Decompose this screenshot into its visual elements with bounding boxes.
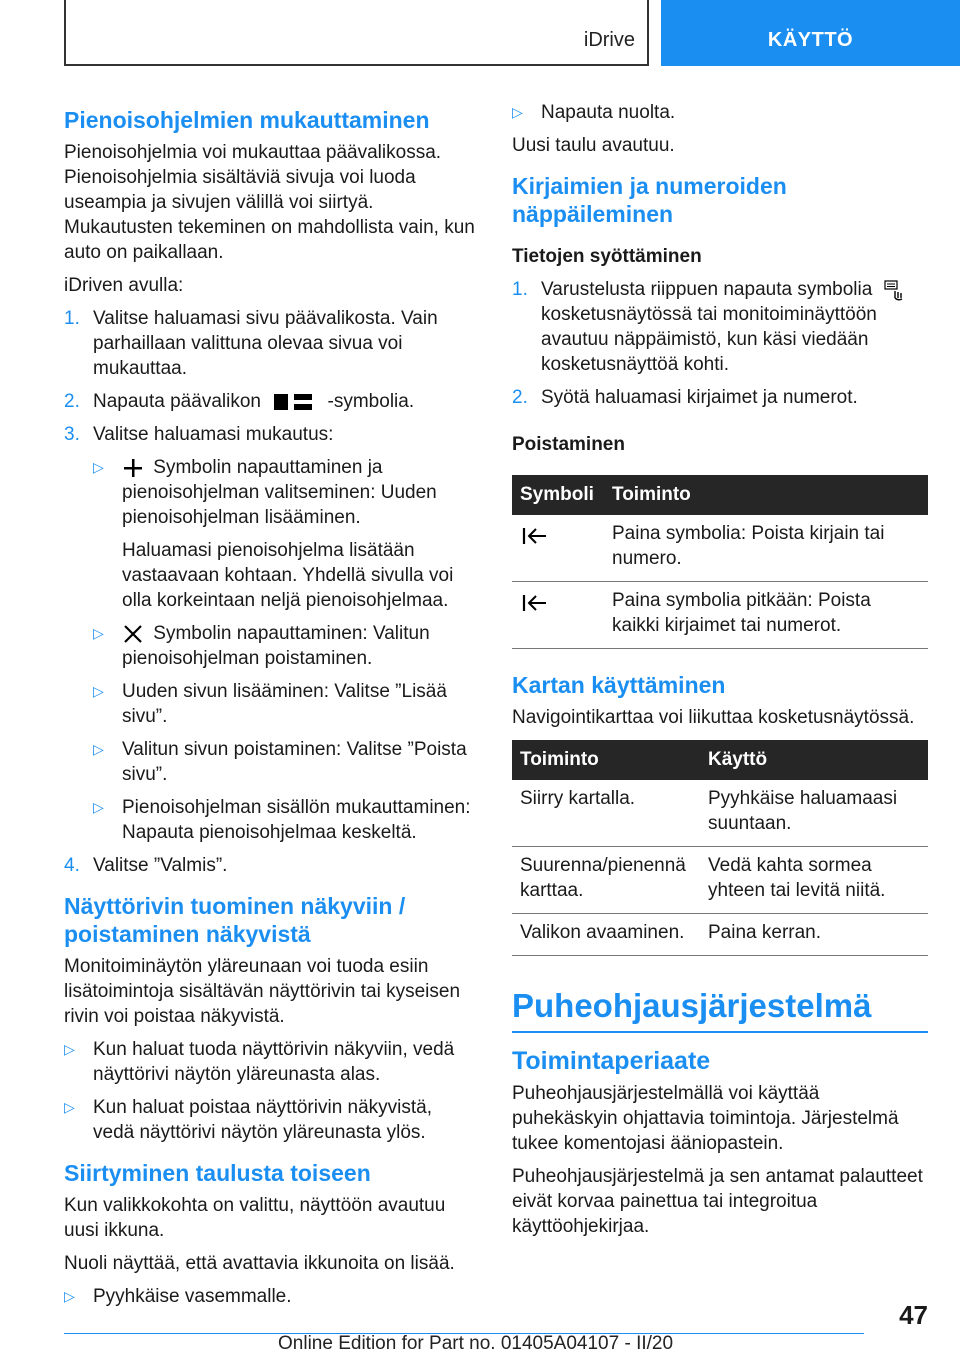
bullet-text: Kun haluat poistaa näyttörivin näkyvistä, vedä näyttörivi näytön yläreunasta ylös. [93,1097,433,1143]
step-number: 4. [64,855,80,876]
table-cell-usage: Paina kerran. [700,914,928,956]
table-row [512,780,928,847]
sub-item-delete-widget [93,621,477,671]
header-section-tab [661,0,960,66]
para-new-panel: Uusi taulu avautuu. [512,135,675,156]
table-cell-action: Valikon avaaminen. [512,914,700,956]
para-voice-1: Puheohjausjärjestelmällä voi käyttää puhekäskyin ohjattavia toimintoja. Järjestelmä tukee komentojasi ääniopastein. [512,1083,899,1154]
step-text: Valitse haluamasi sivu päävalikosta. Vain parhaillaan valittuna olevaa sivua voi mukauttaa. [93,308,438,379]
heading-delete: Poistaminen [512,434,625,455]
table-header-usage: Käyttö [700,740,928,780]
bullet-text: Kun haluat tuoda näyttörivin näkyviin, vedä näyttörivi näytön yläreunasta alas. [93,1039,455,1085]
sub-item-plus [93,455,477,530]
step-2 [64,389,477,414]
triangle-bullet-icon: ▷ [93,799,104,815]
bullet-text: Napauta nuolta. [541,102,676,123]
step-text: Valitse haluamasi mukautus: [93,424,334,445]
table-header-symbol: Symboli [512,475,604,515]
triangle-bullet-icon: ▷ [512,104,523,120]
backspace-icon [520,592,550,614]
plus-icon [122,457,144,479]
table-cell-symbol [512,582,604,649]
bullet-hide-statusbar [64,1095,477,1145]
step-text: Varustelusta riippuen napauta symbolia [541,279,873,300]
triangle-bullet-icon: ▷ [64,1288,75,1304]
triangle-bullet-icon: ▷ [64,1099,75,1115]
step-number: 1. [512,279,528,300]
backspace-icon [520,525,550,547]
table-cell-usage: Vedä kahta sormea yhteen tai levitä niitä. [700,847,928,914]
heading-input: Tietojen syöttäminen [512,246,702,267]
triangle-bullet-icon: ▷ [64,1041,75,1057]
step-number: 2. [64,391,80,412]
step-number: 2. [512,387,528,408]
heading-widgets: Pienoisohjelmien mukauttaminen [64,107,430,133]
heading-switch-panels: Siirtyminen taulusta toiseen [64,1160,371,1186]
triangle-bullet-icon: ▷ [93,459,104,475]
table-cell-action: Siirry kartalla. [512,780,700,847]
footer-edition: Online Edition for Part no. 01405A04107 - II/20 [278,1333,674,1354]
step-number: 1. [64,308,80,329]
close-x-icon [122,623,144,645]
delete-symbol-table [512,475,928,649]
table-header-action: Toiminto [512,740,700,780]
sub-item-text: Pienoisohjelman sisällön mukauttaminen: Napauta pienoisohjelmaa keskeltä. [122,797,471,843]
table-row [512,582,928,649]
table-cell-usage: Pyyhkäise haluamaasi suuntaan. [700,780,928,847]
para-voice-2: Puheohjausjärjestelmä ja sen antamat palautteet eivät korvaa painettua tai integroitua käyttöohjekirjaa. [512,1166,923,1237]
table-cell-function: Paina symbolia: Poista kirjain tai numero. [604,515,928,582]
table-row [512,515,928,582]
heading-statusbar: Näyttörivin tuominen näkyviin / poistaminen näkyvistä [64,893,406,947]
bullet-swipe-left [64,1284,477,1309]
sub-item-text: Symbolin napauttaminen: Valitun pienoisohjelman poistaminen. [122,623,430,669]
step-text: Syötä haluamasi kirjaimet ja numerot. [541,387,858,408]
sub-item-text: Valitun sivun poistaminen: Valitse ”Poista sivu”. [122,739,467,785]
input-step-2 [512,385,928,410]
step-4 [64,853,477,878]
table-header-function: Toiminto [604,475,928,515]
bullet-show-statusbar [64,1037,477,1087]
header-section: KÄYTTÖ [767,29,854,51]
input-step-1 [512,277,928,377]
triangle-bullet-icon: ▷ [93,683,104,699]
para-switch-1: Kun valikkokohta on valittu, näyttöön avautuu uusi ikkuna. [64,1195,446,1241]
table-cell-symbol [512,515,604,582]
triangle-bullet-icon: ▷ [93,741,104,757]
bullet-text: Pyyhkäise vasemmalle. [93,1286,292,1307]
heading-voice-control: Puheohjausjärjestelmä [512,984,928,1033]
para-switch-2: Nuoli näyttää, että avattavia ikkunoita on lisää. [64,1253,455,1274]
sub-item-text: Symbolin napauttaminen ja pienoisohjelman valitseminen: Uuden pienoisohjelman lisääminen. [122,457,437,528]
step-text: Valitse ”Valmis”. [93,855,228,876]
para-map: Navigointikarttaa voi liikuttaa kosketusnäytössä. [512,707,915,728]
right-column [512,100,928,1247]
step-text: Napauta päävalikon [93,391,261,412]
sub-item-text: Uuden sivun lisääminen: Valitse ”Lisää sivu”. [122,681,447,727]
para-widgets: Pienoisohjelmia voi mukauttaa päävalikossa. Pienoisohjelmia sisältäviä sivuja voi luoda useampia ja sivujen välillä voi siirtyä. Mukautusten tekeminen on mahdollista vain, kun auto on paikallaan. [64,142,475,263]
left-column [64,100,477,1317]
sub-item-add-page [93,679,477,729]
table-row [512,847,928,914]
step-1 [64,306,477,381]
main-menu-icon [270,393,318,411]
heading-map: Kartan käyttäminen [512,672,726,698]
para-statusbar: Monitoiminäytön yläreunaan voi tuoda esiin lisätoimintoja sisältävän näyttörivin tai kyseisen rivin voi poistaa näkyvistä. [64,956,461,1027]
triangle-bullet-icon: ▷ [93,625,104,641]
header-chapter-box [64,0,649,66]
table-cell-function: Paina symbolia pitkään: Poista kaikki kirjaimet tai numerot. [604,582,928,649]
step-text-suffix: -symbolia. [327,391,415,412]
table-cell-action: Suurenna/pienennä karttaa. [512,847,700,914]
table-row [512,914,928,956]
keyboard-hand-icon [882,279,908,301]
header-chapter: iDrive [583,29,635,51]
map-usage-table [512,740,928,956]
sub-item-plus-continuation: Haluamasi pienoisohjelma lisätään vastaavaan kohtaan. Yhdellä sivulla voi olla korkeintaan neljä pienoisohjelmaa. [122,540,454,611]
heading-letters-numbers: Kirjaimien ja numeroiden näppäileminen [512,173,787,227]
para-idrive: iDriven avulla: [64,275,184,296]
page-number: 47 [899,1300,928,1330]
step-3 [64,422,477,447]
sub-item-edit-content [93,795,477,845]
heading-principle: Toimintaperiaate [512,1047,711,1075]
step-text-suffix: kosketusnäytössä tai monitoiminäyttöön avautuu näppäimistö, kun käsi viedään kosketusnäyttöä kohti. [541,304,877,375]
sub-item-delete-page [93,737,477,787]
step-number: 3. [64,424,80,445]
bullet-tap-arrow [512,100,928,125]
